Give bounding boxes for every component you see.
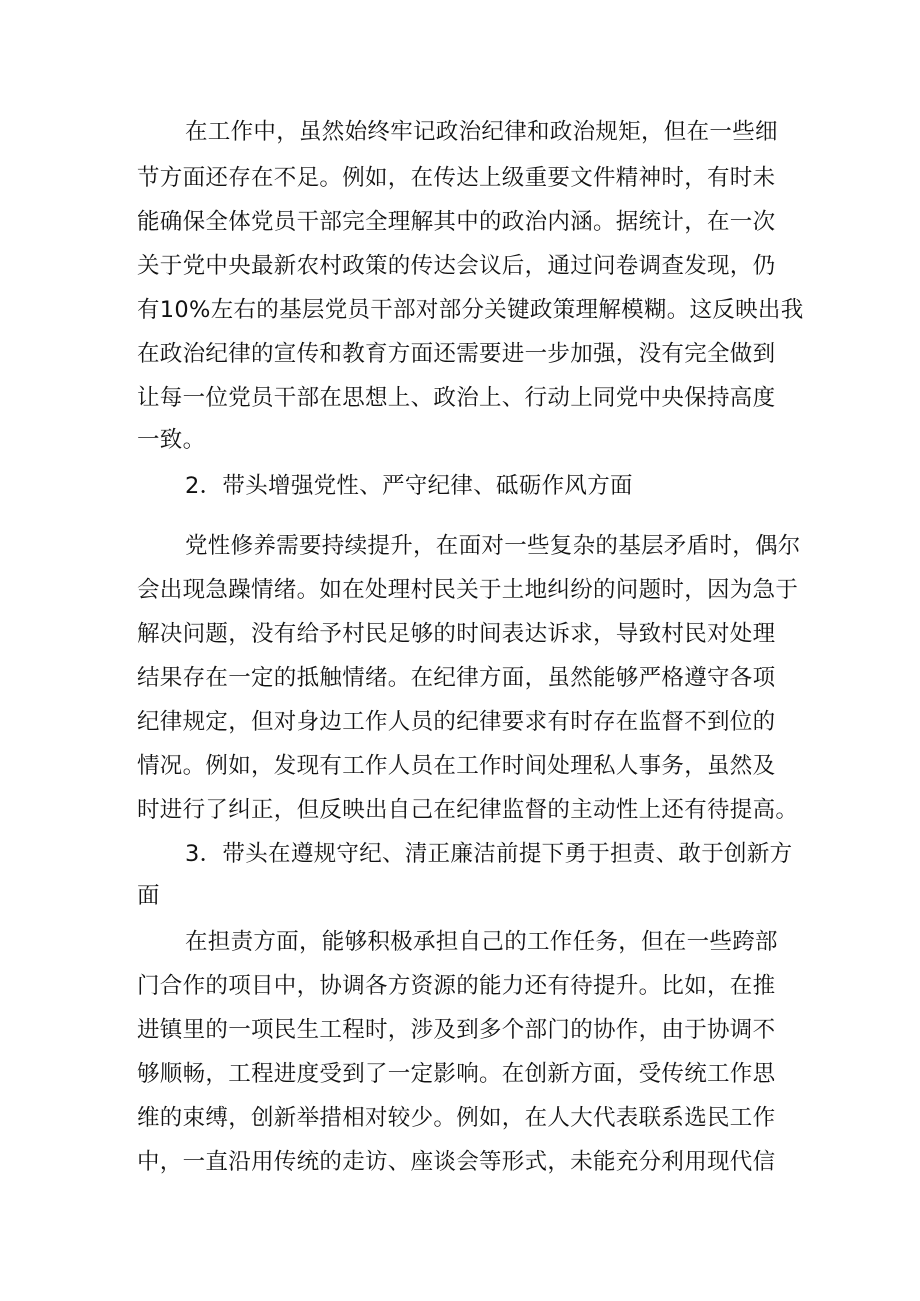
- paragraph-line: 中，一直沿用传统的走访、座谈会等形式，未能充分利用现代信: [137, 1149, 776, 1175]
- paragraph-line: 时进行了纠正，但反映出自己在纪律监督的主动性上还有待提高。: [137, 797, 799, 823]
- paragraph-line: 让每一位党员干部在思想上、政治上、行动上同党中央保持高度: [137, 385, 776, 411]
- paragraph-line: 在担责方面，能够积极承担自己的工作任务，但在一些跨部: [185, 929, 778, 955]
- paragraph-line: 党性修养需要持续提升，在面对一些复杂的基层矛盾时，偶尔: [185, 533, 801, 559]
- paragraph-line: 够顺畅，工程进度受到了一定影响。在创新方面，受传统工作思: [137, 1061, 776, 1087]
- paragraph-line: 解决问题，没有给予村民足够的时间表达诉求，导致村民对处理: [137, 621, 776, 647]
- paragraph-line: 纪律规定，但对身边工作人员的纪律要求有时存在监督不到位的: [137, 709, 776, 735]
- paragraph-line: 门合作的项目中，协调各方资源的能力还有待提升。比如，在推: [137, 973, 776, 999]
- section-heading-2: 2．带头增强党性、严守纪律、砥砺作风方面: [185, 473, 633, 499]
- paragraph-line: 维的束缚，创新举措相对较少。例如，在人大代表联系选民工作: [137, 1105, 776, 1131]
- heading-line: 面: [137, 883, 160, 909]
- paragraph-line: 关于党中央最新农村政策的传达会议后，通过问卷调查发现，仍: [137, 253, 776, 279]
- paragraph-line: 在工作中，虽然始终牢记政治纪律和政治规矩，但在一些细: [185, 119, 778, 145]
- paragraph-line: 会出现急躁情绪。如在处理村民关于土地纠纷的问题时，因为急于: [137, 577, 799, 603]
- paragraph-line: 一致。: [137, 427, 206, 453]
- paragraph-line: 节方面还存在不足。例如，在传达上级重要文件精神时，有时未: [137, 165, 776, 191]
- paragraph-line: 进镇里的一项民生工程时，涉及到多个部门的协作，由于协调不: [137, 1017, 776, 1043]
- paragraph-line: 能确保全体党员干部完全理解其中的政治内涵。据统计，在一次: [137, 209, 776, 235]
- paragraph-line: 结果存在一定的抵触情绪。在纪律方面，虽然能够严格遵守各项: [137, 665, 776, 691]
- paragraph-line: 情况。例如，发现有工作人员在工作时间处理私人事务，虽然及: [137, 753, 776, 779]
- paragraph-line: 在政治纪律的宣传和教育方面还需要进一步加强，没有完全做到: [137, 341, 776, 367]
- paragraph-line: 有10%左右的基层党员干部对部分关键政策理解模糊。这反映出我: [137, 297, 804, 323]
- heading-line: 3．带头在遵规守纪、清正廉洁前提下勇于担责、敢于创新方: [185, 841, 793, 867]
